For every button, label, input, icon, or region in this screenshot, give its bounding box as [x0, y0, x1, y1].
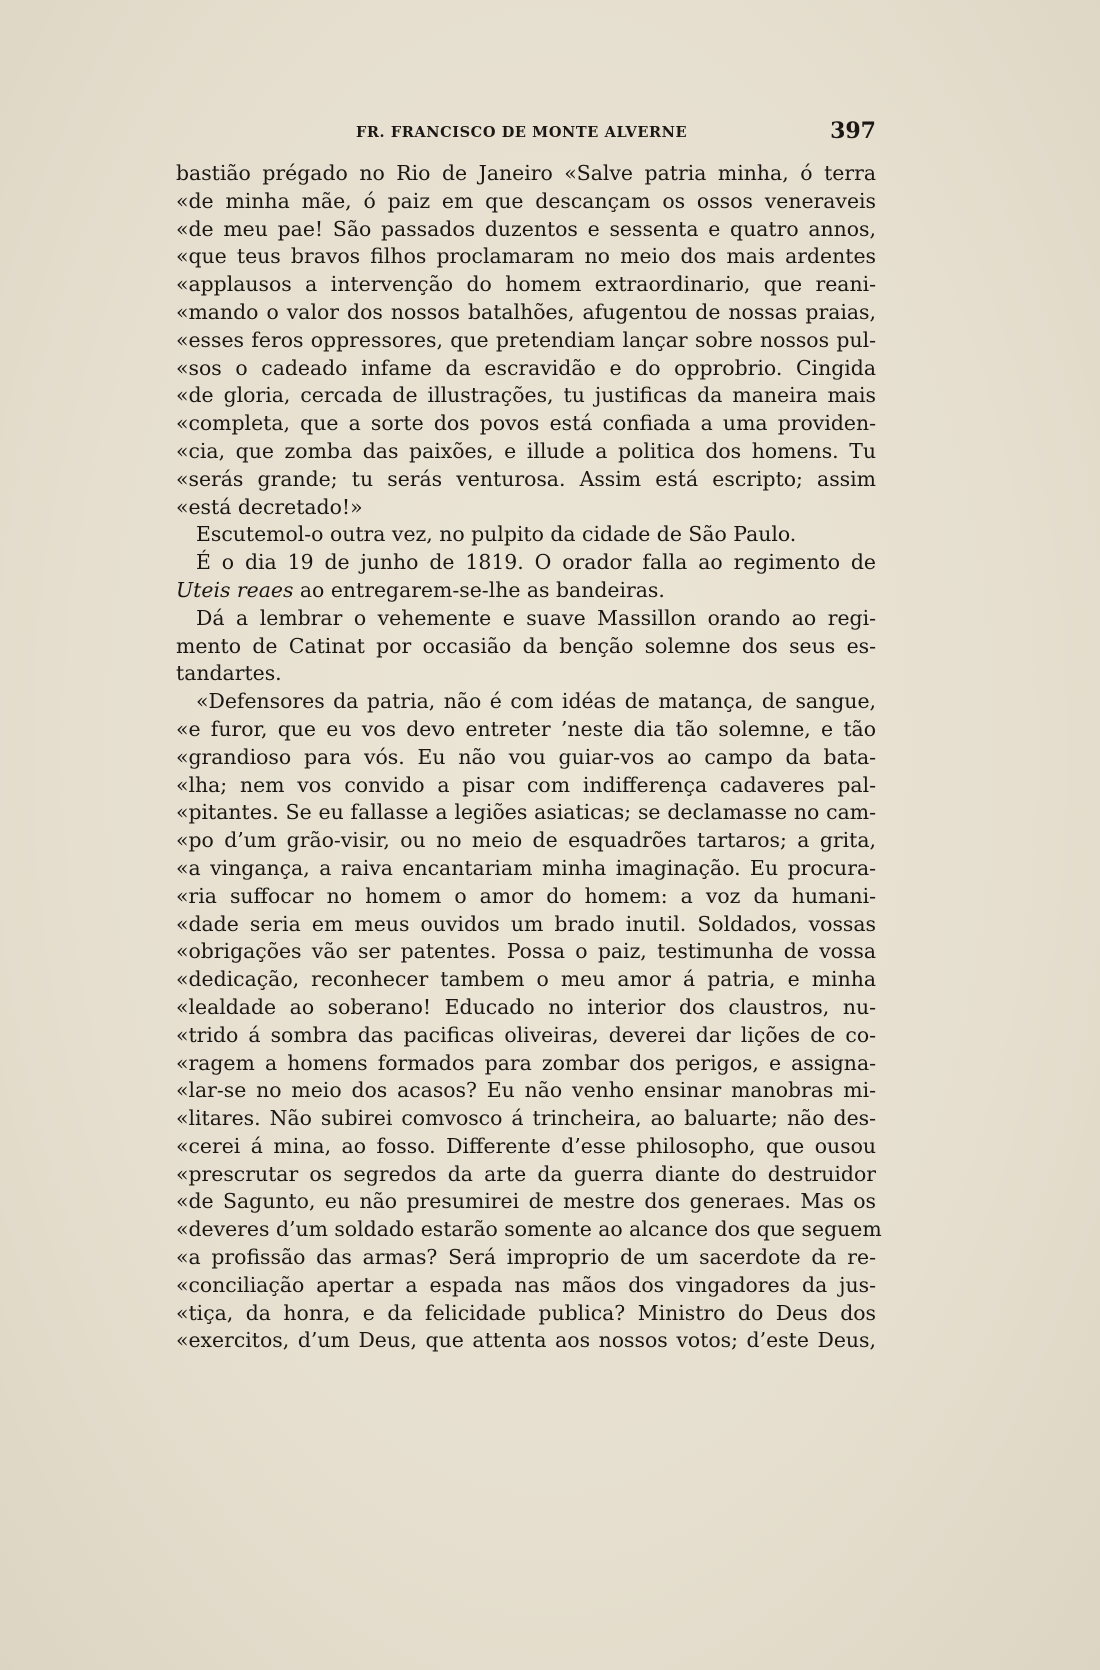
text-line: «lha; nem vos convido a pisar com indifferença cadaveres pal-: [176, 772, 876, 797]
text-line: «tiça, da honra, e da felicidade publica? Ministro do Deus dos: [176, 1300, 876, 1325]
text-line: «po d’um grão-visir, ou no meio de esquadrões tartaros; a grita,: [176, 828, 876, 853]
running-head: FR. FRANCISCO DE MONTE ALVERNE: [356, 124, 688, 141]
text-line: mento de Catinat por occasião da benção solemne dos seus es-: [176, 633, 876, 658]
text-line: «obrigações vão ser patentes. Possa o paiz, testimunha de vossa: [176, 939, 876, 964]
text-line: «trido á sombra das pacificas oliveiras, deverei dar lições de co-: [176, 1022, 876, 1047]
paragraph-start-line: «Defensores da patria, não é com idéas de matança, de sangue,: [196, 689, 876, 714]
text-line: «a profissão das armas? Será improprio de um sacerdote da re-: [176, 1245, 876, 1270]
text-line: «grandioso para vós. Eu não vou guiar-vos ao campo da bata-: [176, 744, 876, 769]
paragraph-start-line: É o dia 19 de junho de 1819. O orador falla ao regimento de: [196, 550, 876, 575]
italic-text: Uteis reaes: [176, 577, 294, 602]
text-line: «lar-se no meio dos acasos? Eu não venho ensinar manobras mi-: [176, 1078, 876, 1103]
text-line: «completa, que a sorte dos povos está confiada a uma providen-: [176, 411, 876, 436]
text-line: «de minha mãe, ó paiz em que descançam os ossos veneraveis: [176, 188, 876, 213]
text-line: «dade seria em meus ouvidos um brado inutil. Soldados, vossas: [176, 911, 876, 936]
text-line: «deveres d’um soldado estarão somente ao alcance dos que seguem: [176, 1217, 882, 1242]
text-line: «prescrutar os segredos da arte da guerra diante do destruidor: [176, 1161, 876, 1186]
paragraph-start-line: Escutemol-o outra vez, no pulpito da cidade de São Paulo.: [196, 522, 797, 547]
text-line: «cerei á mina, ao fosso. Differente d’esse philosopho, que ousou: [176, 1133, 876, 1158]
text-line: «sos o cadeado infame da escravidão e do opprobrio. Cingida: [176, 355, 876, 380]
text-span: ao entregarem-se-lhe as bandeiras.: [293, 577, 665, 602]
text-line: «e furor, que eu vos devo entreter ’neste dia tão solemne, e tão: [176, 716, 876, 741]
page-header: [176, 118, 876, 152]
text-line: «que teus bravos filhos proclamaram no meio dos mais ardentes: [176, 244, 876, 269]
text-line: «de Sagunto, eu não presumirei de mestre dos generaes. Mas os: [176, 1189, 876, 1214]
text-line: «lealdade ao soberano! Educado no interior dos claustros, nu-: [176, 994, 876, 1019]
text-line: «de meu pae! São passados duzentos e sessenta e quatro annos,: [176, 216, 876, 241]
text-line: «está decretado!»: [176, 494, 363, 519]
body-text: [176, 160, 882, 1355]
text-line: «ria suffocar no homem o amor do homem: a voz da humani-: [176, 883, 876, 908]
text-line: «pitantes. Se eu fallasse a legiões asiaticas; se declamasse no cam-: [176, 800, 876, 825]
text-line: «cia, que zomba das paixões, e illude a politica dos homens. Tu: [176, 438, 876, 463]
text-line: [176, 577, 876, 605]
text-line: «litares. Não subirei comvosco á trincheira, ao baluarte; não des-: [176, 1106, 876, 1131]
text-line: «a vingança, a raiva encantariam minha imaginação. Eu procura-: [176, 855, 876, 880]
text-line: «serás grande; tu serás venturosa. Assim está escripto; assim: [176, 466, 876, 491]
text-line: «esses feros oppressores, que pretendiam lançar sobre nossos pul-: [176, 327, 876, 352]
text-line: «dedicação, reconhecer tambem o meu amor á patria, e minha: [176, 967, 876, 992]
text-line: bastião prégado no Rio de Janeiro «Salve patria minha, ó terra: [176, 161, 876, 185]
paragraph-start-line: Dá a lembrar o vehemente e suave Massillon orando ao regi-: [196, 605, 876, 630]
text-line: «ragem a homens formados para zombar dos perigos, e assigna-: [176, 1050, 876, 1075]
page-number: 397: [830, 118, 876, 144]
text-line: tandartes.: [176, 661, 282, 686]
text-line: «applausos a intervenção do homem extraordinario, que reani-: [176, 272, 876, 297]
text-line: «de gloria, cercada de illustrações, tu justificas da maneira mais: [176, 383, 876, 408]
text-line: «exercitos, d’um Deus, que attenta aos nossos votos; d’este Deus,: [176, 1328, 876, 1353]
text-line: «mando o valor dos nossos batalhões, afugentou de nossas praias,: [176, 299, 876, 324]
text-line: «conciliação apertar a espada nas mãos dos vingadores da jus-: [176, 1272, 876, 1297]
